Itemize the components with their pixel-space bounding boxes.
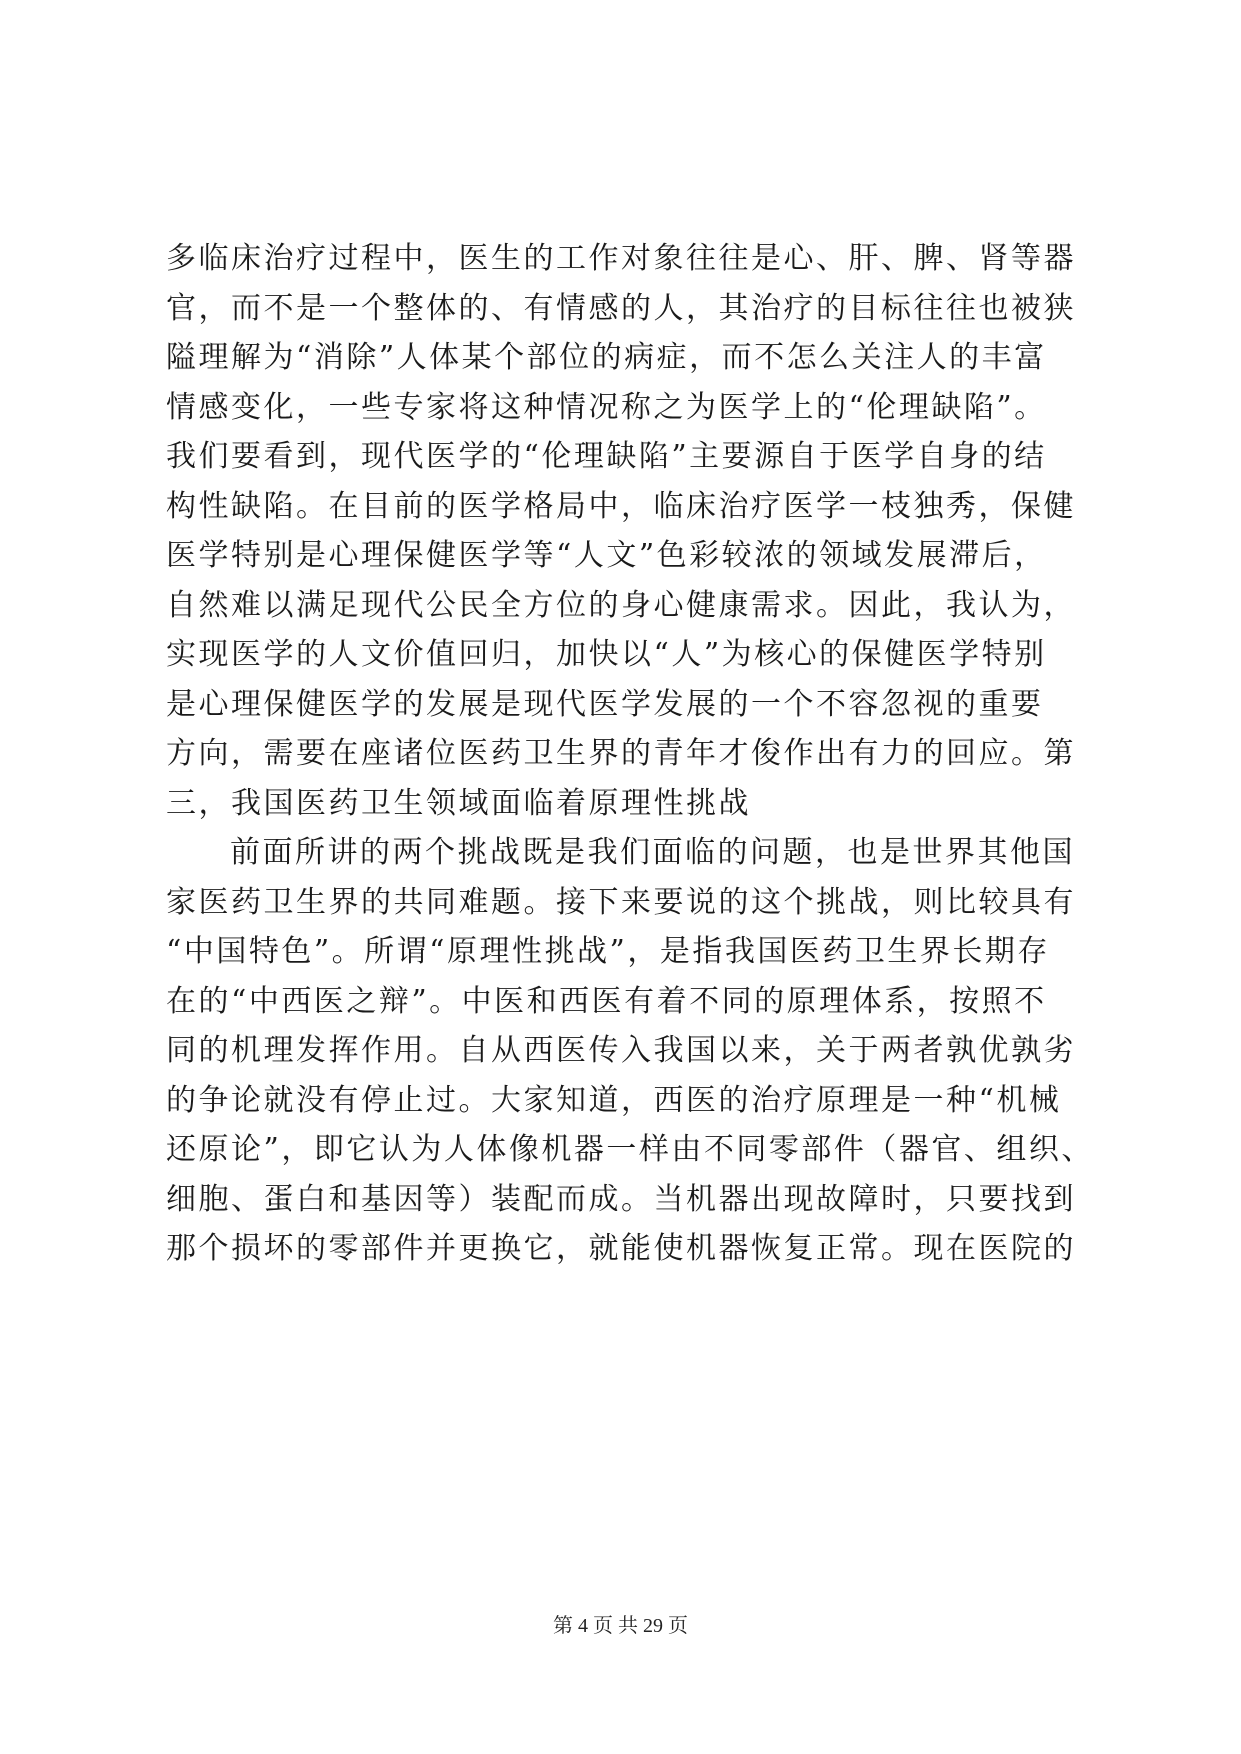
text-line: 是心理保健医学的发展是现代医学发展的一个不容忽视的重要 <box>166 686 1044 722</box>
text-line: 还原论”，即它认为人体像机器一样由不同零部件（器官、组织、 <box>166 1132 1094 1167</box>
text-line: 方向，需要在座诸位医药卫生界的青年才俊作出有力的回应。第 <box>166 736 1076 771</box>
text-line: 的争论就没有停止过。大家知道，西医的治疗原理是一种“机械 <box>166 1082 1062 1118</box>
text-line: 构性缺陷。在目前的医学格局中，临床治疗医学一枝独秀，保健 <box>166 488 1076 524</box>
paragraph-start-line: 前面所讲的两个挑战既是我们面临的问题，也是世界其他国 <box>230 835 1075 870</box>
body-text <box>166 234 1094 1274</box>
text-line: 家医药卫生界的共同难题。接下来要说的这个挑战，则比较具有 <box>166 884 1076 920</box>
text-line: 我们要看到，现代医学的“伦理缺陷”主要源自于医学自身的结 <box>166 439 1047 474</box>
text-line: 多临床治疗过程中，医生的工作对象往往是心、肝、脾、肾等器 <box>166 241 1076 276</box>
text-line: 那个损坏的零部件并更换它，就能使机器恢复正常。现在医院的 <box>166 1231 1076 1266</box>
text-line: 自然难以满足现代公民全方位的身心健康需求。因此，我认为， <box>166 587 1076 623</box>
text-line: 在的“中西医之辩”。中医和西医有着不同的原理体系，按照不 <box>166 983 1047 1019</box>
text-line: 医学特别是心理保健医学等“人文”色彩较浓的领域发展滞后， <box>166 538 1047 573</box>
text-line: 官，而不是一个整体的、有情感的人，其治疗的目标往往也被狭 <box>166 290 1076 326</box>
text-line: 同的机理发挥作用。自从西医传入我国以来，关于两者孰优孰劣 <box>166 1033 1076 1068</box>
text-line: 实现医学的人文价值回归，加快以“人”为核心的保健医学特别 <box>166 637 1047 672</box>
text-line: 隘理解为“消除”人体某个部位的病症，而不怎么关注人的丰富 <box>166 340 1047 375</box>
text-line: “中国特色”。所谓“原理性挑战”，是指我国医药卫生界长期存 <box>166 934 1050 969</box>
text-line: 细胞、蛋白和基因等）装配而成。当机器出现故障时，只要找到 <box>166 1181 1076 1217</box>
page-number-footer: 第 4 页 共 29 页 <box>553 1615 688 1637</box>
text-line: 情感变化，一些专家将这种情况称之为医学上的“伦理缺陷”。 <box>166 389 1047 425</box>
text-line: 三，我国医药卫生领域面临着原理性挑战 <box>166 785 751 821</box>
